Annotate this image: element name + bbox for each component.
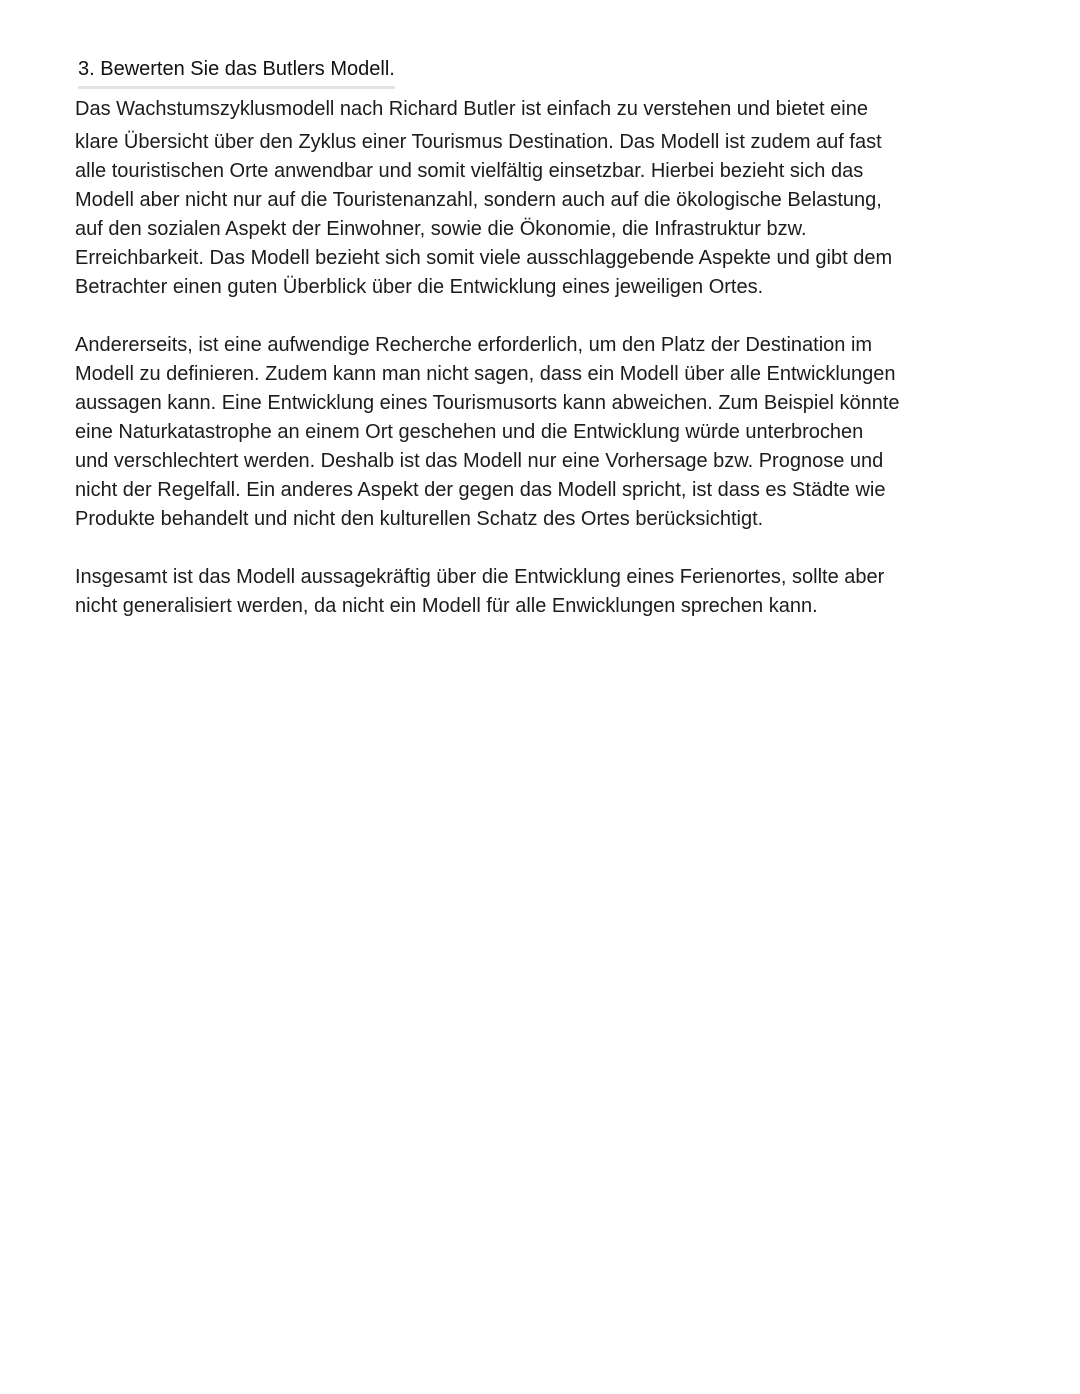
paragraph-conclusion (75, 563, 1005, 621)
paragraph-disadvantages (75, 331, 1005, 534)
text-line: und verschlechtert werden. Deshalb ist das Modell nur eine Vorhersage bzw. Prognose und (75, 450, 884, 472)
text-line: Insgesamt ist das Modell aussagekräftig über die Entwicklung eines Ferienortes, sollte aber (75, 566, 885, 588)
text-line: klare Übersicht über den Zyklus einer Tourismus Destination. Das Modell ist zudem auf fast (75, 131, 882, 153)
paragraph-spacer (75, 302, 1005, 331)
text-line: nicht generalisiert werden, da nicht ein Modell für alle Enwicklungen sprechen kann. (75, 595, 818, 617)
paragraph-spacer (75, 534, 1005, 563)
question-heading-underline (78, 56, 395, 89)
text-line: Modell aber nicht nur auf die Touristenanzahl, sondern auch auf die ökologische Belastung, (75, 189, 882, 211)
text-line: auf den sozialen Aspekt der Einwohner, sowie die Ökonomie, die Infrastruktur bzw. (75, 218, 807, 240)
text-line: Betrachter einen guten Überblick über die Entwicklung eines jeweiligen Ortes. (75, 276, 764, 298)
text-line: aussagen kann. Eine Entwicklung eines Tourismusorts kann abweichen. Zum Beispiel könnte (75, 392, 900, 414)
text-line: eine Naturkatastrophe an einem Ort geschehen und die Entwicklung würde unterbrochen (75, 421, 864, 443)
question-heading: 3. Bewerten Sie das Butlers Modell. (78, 58, 395, 80)
text-line: alle touristischen Orte anwendbar und somit vielfältig einsetzbar. Hierbei bezieht sich das (75, 160, 864, 182)
paragraph-advantages (75, 95, 1005, 302)
text-line: Andererseits, ist eine aufwendige Recherche erforderlich, um den Platz der Destination im (75, 334, 873, 356)
text-line: Produkte behandelt und nicht den kulturellen Schatz des Ortes berücksichtigt. (75, 508, 764, 530)
text-line: Modell zu definieren. Zudem kann man nicht sagen, dass ein Modell über alle Entwicklungen (75, 363, 896, 385)
answer-body (75, 95, 1005, 621)
text-line: nicht der Regelfall. Ein anderes Aspekt der gegen das Modell spricht, ist dass es Städte wie (75, 479, 886, 501)
text-line: Erreichbarkeit. Das Modell bezieht sich somit viele ausschlaggebende Aspekte und gibt dem (75, 247, 893, 269)
text-line: Das Wachstumszyklusmodell nach Richard Butler ist einfach zu verstehen und bietet eine (75, 98, 868, 120)
